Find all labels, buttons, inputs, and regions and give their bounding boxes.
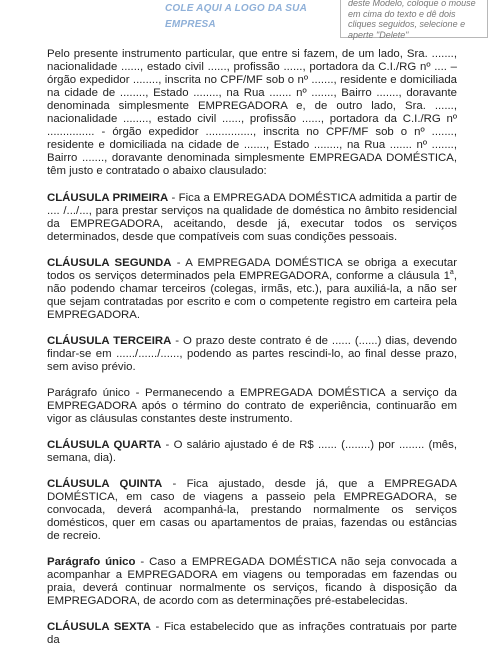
clause-4-title: CLÁUSULA QUARTA [47,439,162,451]
clause-5-title: CLÁUSULA QUINTA [47,478,163,490]
clause-6 [47,621,457,647]
clause-1-title: CLÁUSULA PRIMEIRA [47,192,169,204]
clause-3-paragraph-unico: Parágrafo único - Permanecendo a EMPREGADA DOMÉSTICA a serviço da EMPREGADORA após o término do contrato de experiência, continuarão em vigor as cláusulas constantes deste instrumento. [47,387,457,425]
clause-3-title: CLÁUSULA TERCEIRA [47,335,172,347]
clause-5-paragraph-title: Parágrafo único [47,556,136,568]
clause-4 [47,439,457,465]
contract-body [47,48,457,660]
clause-2-text-after: , não podendo chamar terceiros (colegas, irmãs, etc.), para auxiliá-la, a não ser que sejam contratadas por escrito e com o competente registro em carteira pela EMPREGADORA. [47,270,457,321]
logo-placeholder: COLE AQUI A LOGO DA SUA EMPRESA [165,3,307,30]
clause-5-paragraph-text: - Caso a EMPREGADA DOMÉSTICA não seja convocada a acompanhar a EMPREGADORA em viagens ou temporadas em fazendas ou praia, deverá continuar normalmente os serviços, ficando à disposição da EMPREGADORA, de acordo com as determinações pré-estabelecidas. [47,556,457,607]
clause-2-title: CLÁUSULA SEGUNDA [47,257,172,269]
clause-5 [47,478,457,543]
clause-5-paragraph-unico [47,556,457,608]
intro-paragraph: Pelo presente instrumento particular, que entre si fazem, de um lado, Sra. ......., nacionalidade ......, estado civil ......, profissão ......, portadora da C.I./RG nº .... – órgão expedidor ........, inscrita no CPF/MF sob o nº ......., residente e domiciliada na cidade de ........, Estado ........, na Rua ....... nº ......., Bairro ......., doravante denominada simplesmente EMPREGADORA e, de outro lado, Sra. ......, nacionalidade ........, estado civil ......, profissão ......, portadora da C.I./RG nº ............... - órgão expedidor ..............., inscrita no CPF/MF sob o nº ......., residente e domiciliada na cidade de ......., Estado ........, na Rua ....... nº ......., Bairro ......., doravante denominada simplesmente EMPREGADA DOMÉSTICA, têm justo e contratado o abaixo clausulado: [47,48,457,177]
clause-3 [47,335,457,374]
clause-2-superscript: a [449,269,454,277]
clause-6-text: - Fica estabelecido que as infrações contratuais por parte da [47,621,458,646]
clause-5-text: - Fica ajustado, desde já, que a EMPREGADA DOMÉSTICA, em caso de viagens a passeio pela EMPREGADORA, se convocada, deverá acompanhá-la, prestando normalmente os serviços domésticos, quer em casas ou apartamentos de praias, fazendas ou estâncias de recreio. [47,478,457,542]
clause-2-text-before: - A EMPREGADA DOMÉSTICA se obriga a executar todos os serviços determinados pela EMPREGADORA, conforme a cláusula 1 [47,257,457,282]
clause-1-text: - Fica a EMPREGADA DOMÉSTICA admitida a partir de .... /.../..., para prestar serviços na qualidade de doméstica no âmbito residencial da EMPREGADORA, aceitando, desde já, executar todos os serviços determinados, desde que compatíveis com suas condições pessoais. [47,192,457,243]
clause-2 [47,257,457,322]
clause-1 [47,192,457,244]
clause-6-title: CLÁUSULA SEXTA [47,621,151,633]
delete-hint-box: deste Modelo, coloque o mouse em cima do texto e dê dois cliques seguidos, selecione e aperte "Delete" [340,0,488,38]
clause-3-text: - O prazo deste contrato é de ...... (......) dias, devendo findar-se em ....../....../......, podendo as partes rescindi-lo, ao final desse prazo, sem aviso prévio. [47,335,457,373]
clause-4-text: - O salário ajustado é de R$ ...... (........) por ........ (mês, semana, dia). [47,439,457,464]
